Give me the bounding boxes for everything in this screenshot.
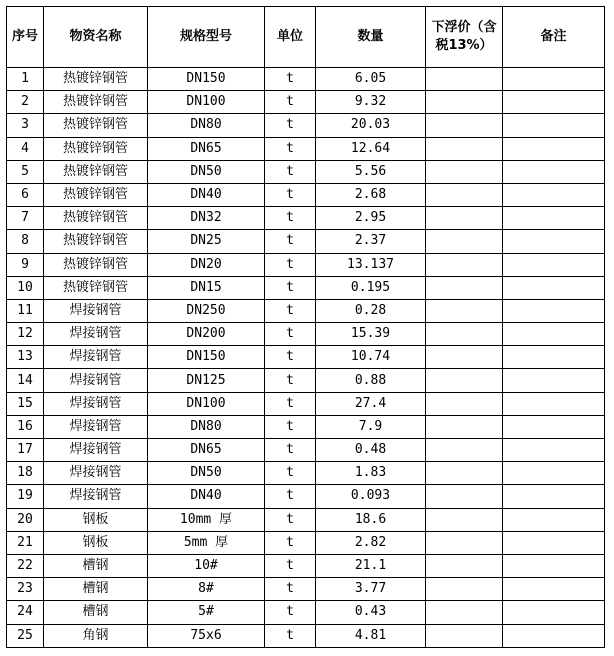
cell-unit: t bbox=[265, 323, 316, 346]
cell-index: 8 bbox=[7, 230, 44, 253]
cell-qty: 0.28 bbox=[316, 299, 426, 322]
cell-spec: DN40 bbox=[148, 183, 265, 206]
cell-index: 19 bbox=[7, 485, 44, 508]
cell-price bbox=[426, 253, 503, 276]
table-row bbox=[7, 369, 605, 392]
cell-index: 13 bbox=[7, 346, 44, 369]
cell-price bbox=[426, 276, 503, 299]
table-row bbox=[7, 68, 605, 91]
cell-index: 10 bbox=[7, 276, 44, 299]
cell-index: 23 bbox=[7, 578, 44, 601]
cell-index: 22 bbox=[7, 554, 44, 577]
cell-note bbox=[503, 299, 605, 322]
cell-note bbox=[503, 624, 605, 647]
cell-spec: DN32 bbox=[148, 207, 265, 230]
cell-price bbox=[426, 578, 503, 601]
cell-unit: t bbox=[265, 114, 316, 137]
cell-price bbox=[426, 392, 503, 415]
cell-spec: 8# bbox=[148, 578, 265, 601]
cell-qty: 0.195 bbox=[316, 276, 426, 299]
cell-spec: DN50 bbox=[148, 462, 265, 485]
header-note: 备注 bbox=[503, 7, 605, 68]
table-row bbox=[7, 601, 605, 624]
header-qty: 数量 bbox=[316, 7, 426, 68]
cell-note bbox=[503, 485, 605, 508]
cell-unit: t bbox=[265, 230, 316, 253]
cell-unit: t bbox=[265, 462, 316, 485]
cell-index: 25 bbox=[7, 624, 44, 647]
cell-unit: t bbox=[265, 439, 316, 462]
cell-qty: 21.1 bbox=[316, 554, 426, 577]
cell-note bbox=[503, 439, 605, 462]
cell-spec: DN100 bbox=[148, 91, 265, 114]
cell-price bbox=[426, 160, 503, 183]
cell-spec: DN65 bbox=[148, 439, 265, 462]
cell-unit: t bbox=[265, 601, 316, 624]
cell-note bbox=[503, 253, 605, 276]
cell-unit: t bbox=[265, 68, 316, 91]
cell-price bbox=[426, 230, 503, 253]
cell-qty: 0.43 bbox=[316, 601, 426, 624]
cell-index: 24 bbox=[7, 601, 44, 624]
cell-name: 热镀锌钢管 bbox=[44, 207, 148, 230]
cell-qty: 0.093 bbox=[316, 485, 426, 508]
cell-name: 焊接钢管 bbox=[44, 485, 148, 508]
header-row bbox=[7, 7, 605, 68]
header-price: 下浮价（含税13%） bbox=[426, 7, 503, 68]
cell-index: 15 bbox=[7, 392, 44, 415]
cell-name: 焊接钢管 bbox=[44, 462, 148, 485]
header-unit: 单位 bbox=[265, 7, 316, 68]
cell-note bbox=[503, 114, 605, 137]
table-row bbox=[7, 114, 605, 137]
table-row bbox=[7, 392, 605, 415]
cell-note bbox=[503, 276, 605, 299]
cell-note bbox=[503, 508, 605, 531]
cell-qty: 0.88 bbox=[316, 369, 426, 392]
cell-price bbox=[426, 346, 503, 369]
cell-price bbox=[426, 462, 503, 485]
cell-unit: t bbox=[265, 485, 316, 508]
cell-price bbox=[426, 68, 503, 91]
cell-note bbox=[503, 137, 605, 160]
cell-unit: t bbox=[265, 299, 316, 322]
cell-name: 热镀锌钢管 bbox=[44, 160, 148, 183]
table-row bbox=[7, 323, 605, 346]
cell-unit: t bbox=[265, 183, 316, 206]
table-row bbox=[7, 439, 605, 462]
cell-index: 6 bbox=[7, 183, 44, 206]
cell-name: 热镀锌钢管 bbox=[44, 276, 148, 299]
cell-name: 槽钢 bbox=[44, 601, 148, 624]
cell-price bbox=[426, 508, 503, 531]
cell-spec: DN200 bbox=[148, 323, 265, 346]
cell-unit: t bbox=[265, 276, 316, 299]
cell-price bbox=[426, 601, 503, 624]
cell-name: 热镀锌钢管 bbox=[44, 137, 148, 160]
table-row bbox=[7, 531, 605, 554]
cell-qty: 10.74 bbox=[316, 346, 426, 369]
cell-index: 21 bbox=[7, 531, 44, 554]
cell-note bbox=[503, 554, 605, 577]
cell-spec: 10mm 厚 bbox=[148, 508, 265, 531]
cell-spec: DN65 bbox=[148, 137, 265, 160]
cell-price bbox=[426, 369, 503, 392]
table-row bbox=[7, 299, 605, 322]
table-row bbox=[7, 462, 605, 485]
cell-price bbox=[426, 485, 503, 508]
cell-spec: DN150 bbox=[148, 346, 265, 369]
cell-note bbox=[503, 68, 605, 91]
cell-name: 焊接钢管 bbox=[44, 299, 148, 322]
cell-qty: 2.95 bbox=[316, 207, 426, 230]
header-spec: 规格型号 bbox=[148, 7, 265, 68]
cell-index: 18 bbox=[7, 462, 44, 485]
cell-name: 角钢 bbox=[44, 624, 148, 647]
cell-name: 焊接钢管 bbox=[44, 392, 148, 415]
cell-name: 焊接钢管 bbox=[44, 415, 148, 438]
cell-price bbox=[426, 183, 503, 206]
cell-qty: 15.39 bbox=[316, 323, 426, 346]
cell-spec: DN15 bbox=[148, 276, 265, 299]
cell-name: 槽钢 bbox=[44, 554, 148, 577]
cell-qty: 6.05 bbox=[316, 68, 426, 91]
cell-name: 热镀锌钢管 bbox=[44, 91, 148, 114]
cell-qty: 1.83 bbox=[316, 462, 426, 485]
cell-spec: DN80 bbox=[148, 415, 265, 438]
cell-price bbox=[426, 299, 503, 322]
cell-price bbox=[426, 415, 503, 438]
cell-qty: 2.82 bbox=[316, 531, 426, 554]
cell-note bbox=[503, 392, 605, 415]
cell-qty: 0.48 bbox=[316, 439, 426, 462]
cell-name: 焊接钢管 bbox=[44, 439, 148, 462]
cell-unit: t bbox=[265, 392, 316, 415]
cell-spec: 5# bbox=[148, 601, 265, 624]
cell-index: 5 bbox=[7, 160, 44, 183]
cell-name: 焊接钢管 bbox=[44, 323, 148, 346]
cell-note bbox=[503, 369, 605, 392]
cell-spec: DN80 bbox=[148, 114, 265, 137]
cell-spec: DN50 bbox=[148, 160, 265, 183]
cell-spec: 10# bbox=[148, 554, 265, 577]
cell-index: 2 bbox=[7, 91, 44, 114]
cell-note bbox=[503, 531, 605, 554]
cell-qty: 3.77 bbox=[316, 578, 426, 601]
table-row bbox=[7, 624, 605, 647]
cell-name: 钢板 bbox=[44, 508, 148, 531]
cell-name: 焊接钢管 bbox=[44, 346, 148, 369]
cell-note bbox=[503, 207, 605, 230]
table-row bbox=[7, 253, 605, 276]
cell-spec: 75x6 bbox=[148, 624, 265, 647]
table-row bbox=[7, 160, 605, 183]
cell-index: 4 bbox=[7, 137, 44, 160]
table-row bbox=[7, 91, 605, 114]
cell-qty: 4.81 bbox=[316, 624, 426, 647]
cell-qty: 9.32 bbox=[316, 91, 426, 114]
cell-qty: 27.4 bbox=[316, 392, 426, 415]
cell-qty: 2.68 bbox=[316, 183, 426, 206]
table-row bbox=[7, 415, 605, 438]
cell-index: 3 bbox=[7, 114, 44, 137]
materials-table bbox=[6, 6, 605, 648]
cell-spec: DN25 bbox=[148, 230, 265, 253]
cell-unit: t bbox=[265, 207, 316, 230]
cell-index: 11 bbox=[7, 299, 44, 322]
cell-spec: DN100 bbox=[148, 392, 265, 415]
cell-spec: 5mm 厚 bbox=[148, 531, 265, 554]
table-row bbox=[7, 508, 605, 531]
cell-unit: t bbox=[265, 508, 316, 531]
cell-name: 热镀锌钢管 bbox=[44, 183, 148, 206]
table-row bbox=[7, 137, 605, 160]
cell-qty: 20.03 bbox=[316, 114, 426, 137]
cell-name: 热镀锌钢管 bbox=[44, 230, 148, 253]
header-name: 物资名称 bbox=[44, 7, 148, 68]
cell-spec: DN20 bbox=[148, 253, 265, 276]
table-row bbox=[7, 485, 605, 508]
table-row bbox=[7, 183, 605, 206]
cell-note bbox=[503, 415, 605, 438]
cell-note bbox=[503, 230, 605, 253]
cell-qty: 12.64 bbox=[316, 137, 426, 160]
cell-qty: 5.56 bbox=[316, 160, 426, 183]
cell-qty: 18.6 bbox=[316, 508, 426, 531]
cell-unit: t bbox=[265, 531, 316, 554]
cell-price bbox=[426, 114, 503, 137]
cell-unit: t bbox=[265, 554, 316, 577]
cell-index: 14 bbox=[7, 369, 44, 392]
cell-index: 16 bbox=[7, 415, 44, 438]
cell-price bbox=[426, 91, 503, 114]
cell-note bbox=[503, 91, 605, 114]
cell-note bbox=[503, 160, 605, 183]
table-row bbox=[7, 346, 605, 369]
cell-note bbox=[503, 346, 605, 369]
cell-name: 槽钢 bbox=[44, 578, 148, 601]
cell-unit: t bbox=[265, 369, 316, 392]
cell-spec: DN125 bbox=[148, 369, 265, 392]
cell-price bbox=[426, 137, 503, 160]
cell-unit: t bbox=[265, 578, 316, 601]
table-row bbox=[7, 276, 605, 299]
cell-unit: t bbox=[265, 624, 316, 647]
cell-index: 12 bbox=[7, 323, 44, 346]
cell-name: 焊接钢管 bbox=[44, 369, 148, 392]
cell-name: 热镀锌钢管 bbox=[44, 253, 148, 276]
cell-spec: DN250 bbox=[148, 299, 265, 322]
cell-index: 17 bbox=[7, 439, 44, 462]
cell-unit: t bbox=[265, 91, 316, 114]
cell-unit: t bbox=[265, 415, 316, 438]
cell-qty: 2.37 bbox=[316, 230, 426, 253]
cell-price bbox=[426, 323, 503, 346]
cell-qty: 7.9 bbox=[316, 415, 426, 438]
cell-index: 1 bbox=[7, 68, 44, 91]
cell-index: 7 bbox=[7, 207, 44, 230]
cell-price bbox=[426, 624, 503, 647]
cell-unit: t bbox=[265, 346, 316, 369]
cell-note bbox=[503, 462, 605, 485]
cell-name: 热镀锌钢管 bbox=[44, 68, 148, 91]
cell-note bbox=[503, 578, 605, 601]
cell-unit: t bbox=[265, 160, 316, 183]
cell-price bbox=[426, 207, 503, 230]
cell-name: 钢板 bbox=[44, 531, 148, 554]
cell-note bbox=[503, 323, 605, 346]
cell-index: 9 bbox=[7, 253, 44, 276]
cell-price bbox=[426, 531, 503, 554]
header-index: 序号 bbox=[7, 7, 44, 68]
cell-price bbox=[426, 439, 503, 462]
table-row bbox=[7, 578, 605, 601]
cell-unit: t bbox=[265, 253, 316, 276]
cell-note bbox=[503, 183, 605, 206]
cell-unit: t bbox=[265, 137, 316, 160]
table-row bbox=[7, 230, 605, 253]
table-row bbox=[7, 207, 605, 230]
cell-note bbox=[503, 601, 605, 624]
cell-index: 20 bbox=[7, 508, 44, 531]
table-row bbox=[7, 554, 605, 577]
cell-spec: DN150 bbox=[148, 68, 265, 91]
cell-price bbox=[426, 554, 503, 577]
cell-name: 热镀锌钢管 bbox=[44, 114, 148, 137]
cell-spec: DN40 bbox=[148, 485, 265, 508]
cell-qty: 13.137 bbox=[316, 253, 426, 276]
